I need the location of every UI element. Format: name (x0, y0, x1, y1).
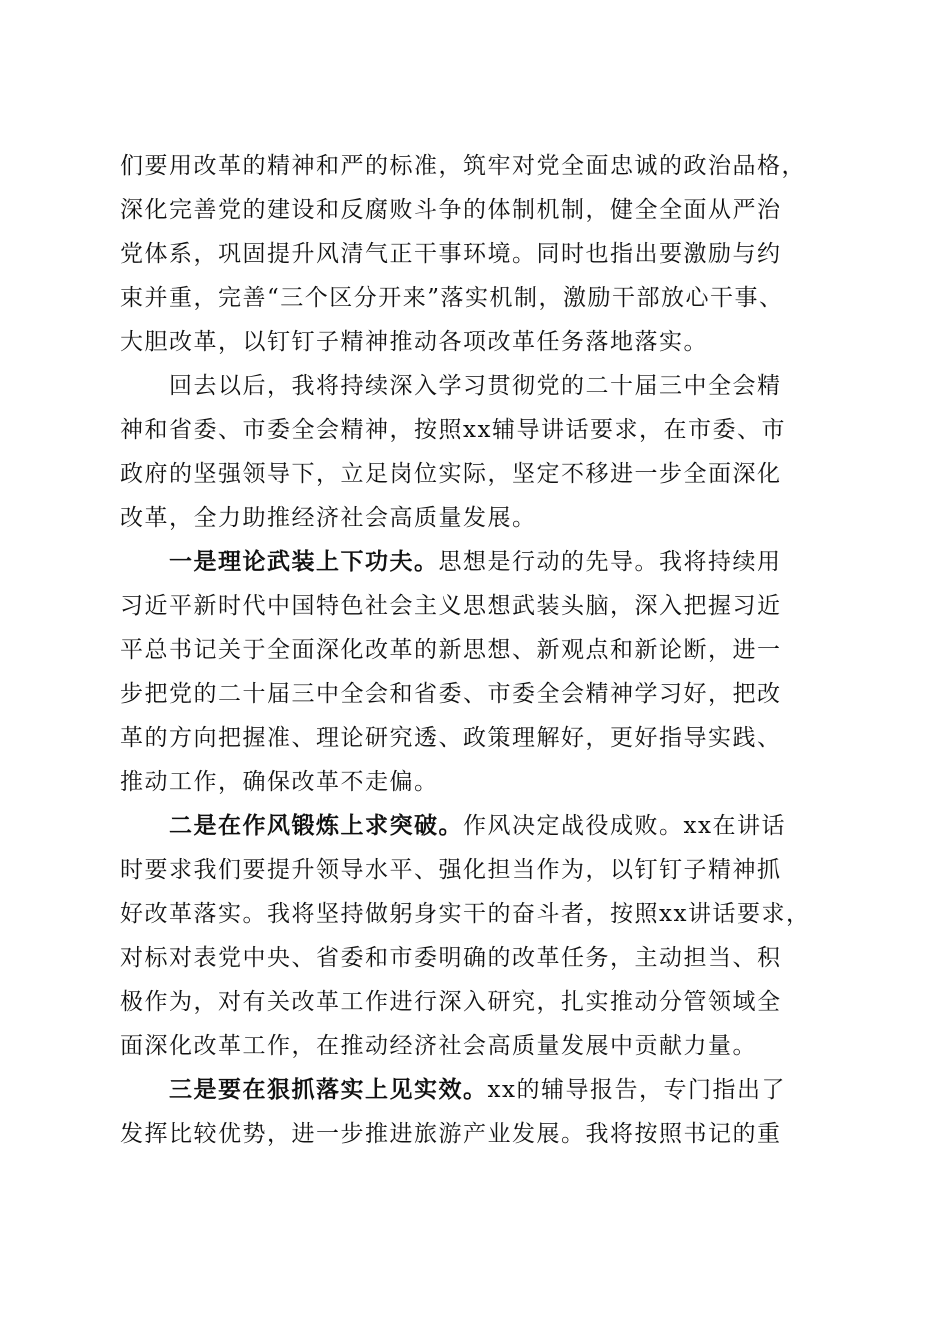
text-line: 发挥比较优势，进一步推进旅游产业发展。我将按照书记的重 (120, 1121, 782, 1147)
paragraph-lead-heading: 一是理论武装上下功夫。 (169, 548, 439, 575)
text-line: 改革，全力助推经济社会高质量发展。 (120, 505, 537, 531)
text-line: 回去以后，我将持续深入学习贯彻党的二十届三中全会精 (169, 373, 782, 399)
text-line: 革的方向把握准、理论研究透、政策理解好，更好指导实践、 (120, 725, 782, 751)
text-line: 党体系，巩固提升风清气正干事环境。同时也指出要激励与约 (120, 241, 782, 267)
text-line (120, 540, 832, 584)
paragraph-5 (120, 1068, 832, 1156)
text-line: 对标对表党中央、省委和市委明确的改革任务，主动担当、积 (120, 945, 782, 971)
text-line: 政府的坚强领导下，立足岗位实际，坚定不移进一步全面深化 (120, 461, 782, 487)
text-line (120, 1068, 832, 1112)
text-line: 束并重，完善“三个区分开来”落实机制，激励干部放心干事、 (120, 285, 784, 311)
paragraph-3 (120, 540, 832, 804)
text-line: 们要用改革的精神和严的标准，筑牢对党全面忠诚的政治品格， (120, 153, 806, 179)
text-line: 深化完善党的建设和反腐败斗争的体制机制，健全全面从严治 (120, 197, 782, 223)
text-line: 面深化改革工作，在推动经济社会高质量发展中贡献力量。 (120, 1033, 757, 1059)
text-run: 思想是行动的先导。我将持续用 (438, 549, 782, 575)
text-line: 步把党的二十届三中全会和省委、市委全会精神学习好，把改 (120, 681, 782, 707)
text-line: 极作为，对有关改革工作进行深入研究，扎实推动分管领域全 (120, 989, 782, 1015)
text-line: 平总书记关于全面深化改革的新思想、新观点和新论断，进一 (120, 637, 782, 663)
text-run: xx的辅导报告，专门指出了 (487, 1077, 786, 1103)
paragraph-1 (120, 144, 832, 364)
paragraph-lead-heading: 二是在作风锻炼上求突破。 (169, 812, 463, 839)
text-line: 神和省委、市委全会精神，按照xx辅导讲话要求，在市委、市 (120, 417, 786, 443)
text-line: 推动工作，确保改革不走偏。 (120, 769, 439, 795)
text-line: 大胆改革，以钉钉子精神推动各项改革任务落地落实。 (120, 329, 708, 355)
text-line: 习近平新时代中国特色社会主义思想武装头脑，深入把握习近 (120, 593, 782, 619)
text-line: 好改革落实。我将坚持做躬身实干的奋斗者，按照xx讲话要求， (120, 901, 811, 927)
document-body (120, 144, 832, 1156)
paragraph-4 (120, 804, 832, 1068)
text-line: 时要求我们要提升领导水平、强化担当作为，以钉钉子精神抓 (120, 857, 782, 883)
paragraph-lead-heading: 三是要在狠抓落实上见实效。 (169, 1076, 488, 1103)
paragraph-2 (120, 364, 832, 540)
text-run: 作风决定战役成败。xx在讲话 (463, 813, 786, 839)
text-line (120, 804, 832, 848)
